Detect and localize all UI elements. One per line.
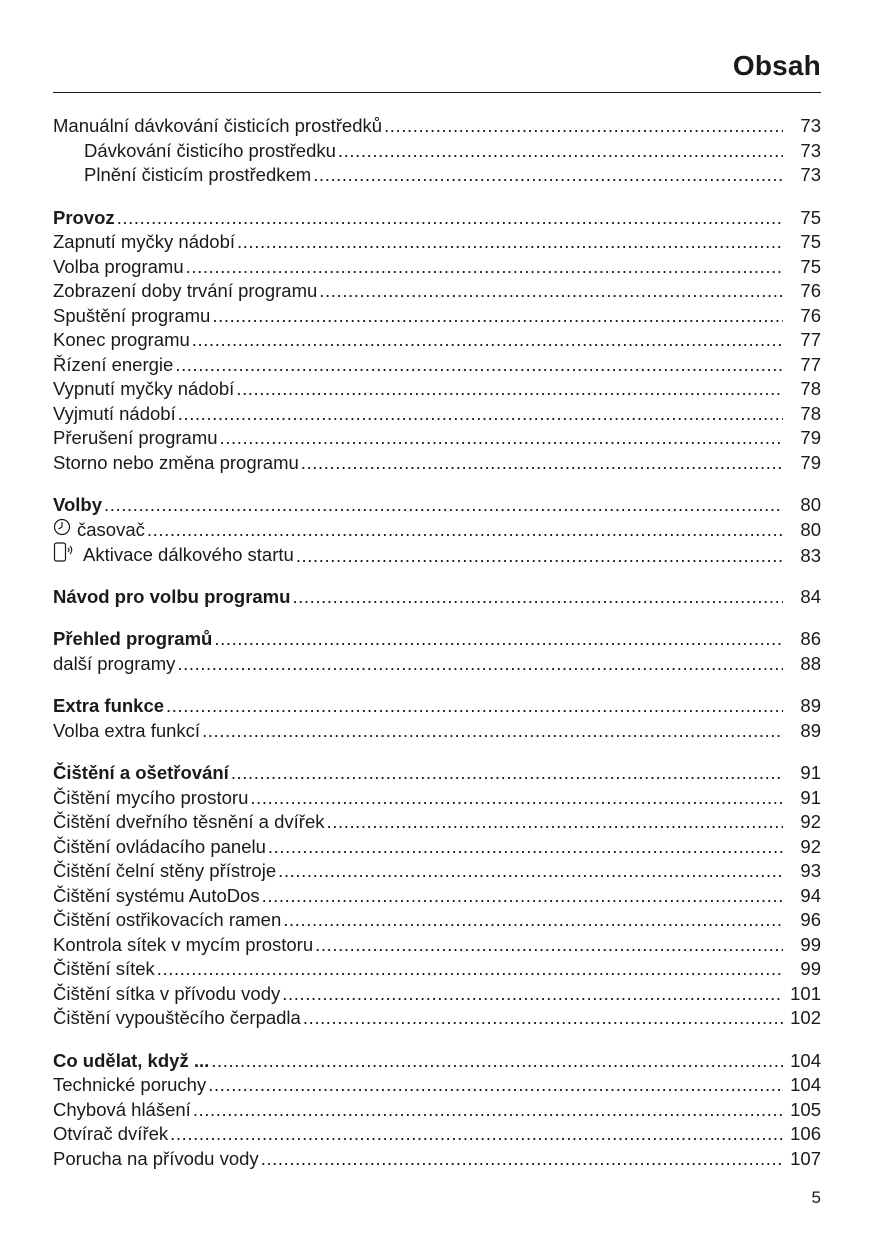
toc-entry-page: 86 [800, 628, 821, 649]
toc-entry-label [53, 1098, 191, 1123]
toc-entry-page: 76 [800, 280, 821, 301]
toc-entry-label [53, 377, 234, 402]
toc-entry[interactable] [53, 426, 821, 451]
toc-entry-label [53, 206, 115, 231]
toc-entry[interactable] [53, 1122, 821, 1147]
toc-entry-text: Čištění čelní stěny přístroje [53, 860, 277, 881]
toc-entry-text: Chybová hlášení [53, 1098, 191, 1120]
toc-dot-leader [313, 163, 783, 188]
toc-entry-text: Čištění ovládacího panelu [53, 835, 266, 857]
toc-dot-leader [220, 426, 783, 451]
toc-dot-leader [178, 402, 783, 427]
toc-entry-label [53, 719, 200, 744]
toc-entry-page: 73 [800, 115, 821, 136]
toc-entry-page: 79 [800, 451, 821, 473]
toc-dot-leader [208, 1073, 783, 1098]
toc-entry-page: 107 [790, 1147, 821, 1169]
toc-entry-page: 84 [800, 585, 821, 607]
toc-entry-page: 75 [800, 206, 821, 228]
toc-entry[interactable] [53, 139, 821, 164]
toc-entry[interactable] [53, 585, 821, 610]
toc-dot-leader [261, 1147, 783, 1172]
toc-dot-leader [282, 982, 783, 1007]
toc-entry-text: Aktivace dálkového startu [83, 544, 294, 565]
toc-entry[interactable] [53, 835, 821, 860]
toc-entry-text: Volba programu [53, 255, 184, 277]
toc-entry-text: Čištění sítek [53, 958, 155, 979]
toc-entry-text: Porucha na přívodu vody [53, 1147, 259, 1169]
toc-dot-leader [262, 884, 783, 909]
toc-dot-leader [104, 493, 783, 518]
toc-entry[interactable] [53, 353, 821, 378]
toc-entry-page: 105 [790, 1098, 821, 1120]
toc-entry[interactable] [53, 786, 821, 811]
toc-dot-leader [166, 694, 783, 719]
toc-entry-label [53, 1049, 209, 1074]
toc-entry-page: 96 [800, 909, 821, 930]
toc-entry-page: 73 [800, 139, 821, 161]
toc-entry-label [53, 139, 336, 164]
toc-entry-label [53, 761, 229, 786]
toc-dot-leader [186, 255, 783, 280]
toc-entry[interactable] [53, 518, 821, 543]
toc-entry[interactable] [53, 652, 821, 677]
toc-entry[interactable] [53, 933, 821, 958]
toc-entry-label [53, 426, 218, 451]
toc-entry-text: Kontrola sítek v mycím prostoru [53, 933, 314, 955]
toc-entry[interactable] [53, 304, 821, 329]
toc-entry-page: 92 [800, 811, 821, 832]
toc-entry[interactable] [53, 761, 821, 786]
toc-entry-label [53, 933, 313, 958]
toc-entry-label [53, 493, 102, 518]
toc-entry-text: Čištění ostřikovacích ramen [53, 909, 282, 930]
toc-dot-leader [292, 585, 783, 610]
toc-dot-leader [193, 1098, 783, 1123]
toc-dot-leader [117, 206, 783, 231]
toc-entry[interactable] [53, 957, 821, 982]
toc-entry-text: Storno nebo změna programu [53, 451, 299, 473]
toc-dot-leader [175, 353, 783, 378]
toc-dot-leader [202, 719, 783, 744]
toc-entry-text: Vypnutí myčky nádobí [53, 378, 235, 399]
toc-dot-leader [192, 328, 783, 353]
toc-entry-text: časovač [77, 518, 145, 540]
toc-entry-page: 104 [790, 1049, 821, 1071]
toc-dot-leader [214, 627, 783, 652]
toc-entry-page: 94 [800, 884, 821, 906]
toc-entry-text: Čištění mycího prostoru [53, 786, 249, 808]
toc-entry-page: 76 [800, 304, 821, 326]
toc-entry-page: 102 [790, 1007, 821, 1028]
toc-entry-text: Čištění systému AutoDos [53, 884, 260, 906]
toc-entry-text: Čištění a ošetřování [53, 762, 229, 783]
toc-entry-label [53, 328, 190, 353]
toc-entry-text: Provoz [53, 206, 115, 228]
toc-entry[interactable] [53, 163, 821, 188]
toc-entry[interactable] [53, 1147, 821, 1172]
toc-entry[interactable] [53, 328, 821, 353]
toc-entry-label [53, 518, 145, 543]
toc-entry-text: Konec programu [53, 329, 190, 350]
toc-entry-text: Volba extra funkcí [53, 719, 201, 741]
toc-entry-page: 78 [800, 378, 821, 399]
toc-entry[interactable] [53, 982, 821, 1007]
toc-entry-label [53, 585, 290, 610]
toc-dot-leader [177, 652, 783, 677]
toc-dot-leader [236, 377, 783, 402]
toc-entry-text: Plnění čisticím prostředkem [84, 164, 312, 185]
toc-entry-label [53, 230, 235, 255]
toc-entry[interactable] [53, 279, 821, 304]
toc-entry-text: Řízení energie [53, 353, 174, 375]
toc-entry-label [53, 1006, 301, 1031]
toc-entry-page: 75 [800, 255, 821, 277]
toc-dot-leader [326, 810, 783, 835]
table-of-contents [53, 114, 821, 1171]
toc-dot-leader [315, 933, 783, 958]
toc-entry-label [53, 279, 317, 304]
toc-entry[interactable] [53, 908, 821, 933]
toc-dot-leader [170, 1122, 783, 1147]
toc-dot-leader [278, 859, 783, 884]
toc-dot-leader [283, 908, 783, 933]
toc-entry[interactable] [53, 1073, 821, 1098]
toc-entry[interactable] [53, 114, 821, 139]
toc-entry-text: Zobrazení doby trvání programu [53, 280, 318, 301]
toc-dot-leader [211, 1049, 783, 1074]
toc-entry-label [53, 114, 382, 139]
toc-entry[interactable] [53, 402, 821, 427]
toc-dot-leader [268, 835, 783, 860]
toc-entry-page: 106 [790, 1123, 821, 1144]
toc-entry-page: 79 [800, 427, 821, 448]
toc-entry-text: Co udělat, když ... [53, 1049, 210, 1071]
toc-entry[interactable] [53, 694, 821, 719]
toc-entry-label [53, 982, 280, 1007]
toc-entry-page: 99 [800, 933, 821, 955]
toc-entry[interactable] [53, 810, 821, 835]
toc-entry[interactable] [53, 884, 821, 909]
toc-entry-page: 73 [800, 164, 821, 185]
toc-entry-text: Přerušení programu [53, 427, 218, 448]
toc-entry-page: 101 [790, 982, 821, 1004]
toc-entry-page: 91 [800, 786, 821, 808]
toc-entry-text: další programy [53, 652, 176, 674]
page-title: Obsah [732, 50, 821, 81]
toc-dot-leader [384, 114, 783, 139]
remote-start-icon [53, 542, 77, 569]
toc-entry-label [53, 163, 311, 188]
toc-dot-leader [147, 518, 783, 543]
toc-entry[interactable] [53, 859, 821, 884]
toc-entry[interactable] [53, 230, 821, 255]
toc-entry[interactable] [53, 1006, 821, 1031]
toc-dot-leader [212, 304, 783, 329]
toc-entry-page: 89 [800, 695, 821, 716]
toc-entry-text: Otvírač dvířek [53, 1123, 169, 1144]
toc-entry-label [53, 859, 276, 884]
toc-entry[interactable] [53, 542, 821, 567]
toc-entry-page: 80 [800, 494, 821, 515]
toc-entry-label [53, 908, 281, 933]
toc-entry-label [53, 1122, 168, 1147]
toc-entry-label [53, 255, 184, 280]
toc-entry[interactable] [53, 206, 821, 231]
toc-dot-leader [231, 761, 783, 786]
toc-entry-text: Vyjmutí nádobí [53, 402, 176, 424]
toc-entry-page: 89 [800, 719, 821, 741]
toc-entry-text: Spuštění programu [53, 304, 211, 326]
toc-entry-label [53, 1073, 206, 1098]
toc-entry-page: 93 [800, 860, 821, 881]
toc-entry-text: Čištění dveřního těsnění a dvířek [53, 811, 325, 832]
clock-icon [53, 518, 71, 543]
toc-entry-label [53, 884, 260, 909]
toc-entry-text: Dávkování čisticího prostředku [84, 139, 336, 161]
toc-entry-label [53, 304, 210, 329]
toc-entry[interactable] [53, 1049, 821, 1074]
toc-entry-text: Přehled programů [53, 628, 213, 649]
toc-entry-page: 91 [800, 762, 821, 783]
toc-entry-label [53, 957, 155, 982]
page-number: 5 [811, 1188, 821, 1207]
toc-dot-leader [237, 230, 783, 255]
toc-entry-page: 92 [800, 835, 821, 857]
toc-entry[interactable] [53, 255, 821, 280]
toc-entry-label [53, 353, 173, 378]
toc-entry-label [53, 542, 294, 569]
toc-entry-label [53, 694, 164, 719]
toc-entry-page: 104 [790, 1074, 821, 1095]
toc-entry[interactable] [53, 1098, 821, 1123]
toc-entry-text: Zapnutí myčky nádobí [53, 231, 236, 252]
toc-entry-page: 83 [800, 545, 821, 566]
toc-dot-leader [250, 786, 783, 811]
toc-entry-page: 99 [800, 958, 821, 979]
toc-entry-text: Manuální dávkování čisticích prostředků [53, 115, 383, 136]
toc-dot-leader [296, 544, 783, 569]
toc-dot-leader [301, 451, 783, 476]
toc-entry-text: Návod pro volbu programu [53, 585, 291, 607]
toc-entry-label [53, 451, 299, 476]
toc-entry-label [53, 627, 212, 652]
toc-entry[interactable] [53, 627, 821, 652]
toc-entry-label [53, 652, 175, 677]
toc-entry-label [53, 402, 176, 427]
toc-entry-text: Čištění vypouštěcího čerpadla [53, 1007, 301, 1028]
toc-entry-page: 80 [800, 518, 821, 540]
toc-entry[interactable] [53, 377, 821, 402]
toc-entry-label [53, 810, 324, 835]
toc-dot-leader [319, 279, 783, 304]
toc-dot-leader [338, 139, 783, 164]
toc-entry-page: 77 [800, 329, 821, 350]
toc-entry[interactable] [53, 719, 821, 744]
toc-entry-text: Technické poruchy [53, 1074, 207, 1095]
toc-entry-text: Čištění sítka v přívodu vody [53, 982, 281, 1004]
toc-entry-page: 75 [800, 231, 821, 252]
toc-entry-label [53, 835, 266, 860]
toc-entry-page: 78 [800, 402, 821, 424]
toc-entry[interactable] [53, 451, 821, 476]
toc-entry-page: 88 [800, 652, 821, 674]
header-divider [53, 92, 821, 93]
toc-entry-text: Volby [53, 494, 102, 515]
toc-entry-page: 77 [800, 353, 821, 375]
toc-entry-label [53, 786, 248, 811]
toc-entry-label [53, 1147, 259, 1172]
toc-dot-leader [157, 957, 783, 982]
toc-entry-text: Extra funkce [53, 695, 165, 716]
toc-entry[interactable] [53, 493, 821, 518]
toc-dot-leader [303, 1006, 783, 1031]
